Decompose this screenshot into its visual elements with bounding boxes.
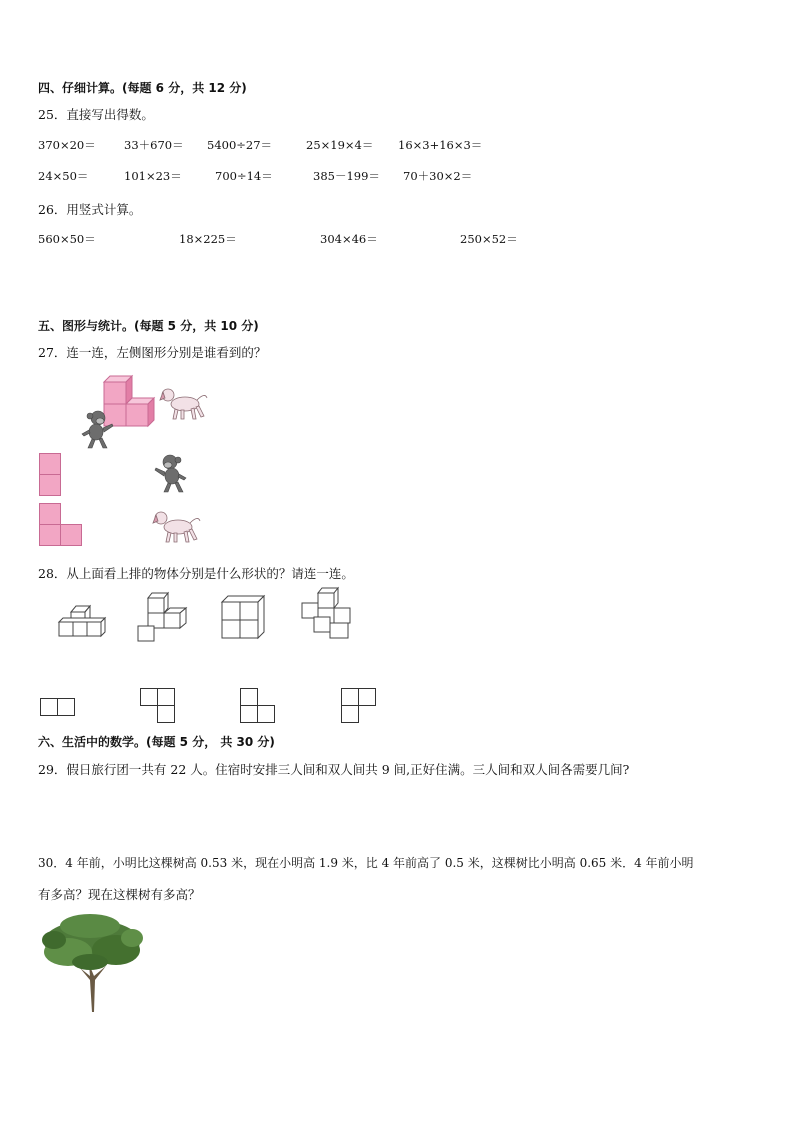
- top-view-1: [40, 698, 76, 718]
- q25-r2-c4: 385－199＝: [313, 169, 380, 183]
- monkey-icon: [152, 452, 190, 494]
- dog-icon: [157, 386, 209, 422]
- cube-figure-3: [220, 594, 268, 640]
- q28-title: 28．从上面看上排的物体分别是什么形状的？请连一连。: [38, 566, 354, 581]
- view-shape-l: [39, 503, 82, 546]
- cube-figure-2: [136, 592, 188, 644]
- q25-r2-c2: 101×23＝: [124, 169, 182, 183]
- q25-r1-c4: 25×19×4＝: [306, 138, 374, 152]
- monkey-icon: [78, 408, 116, 450]
- section-4-heading: 四、仔细计算。(每题 6 分，共 12 分): [38, 81, 247, 95]
- top-view-2: [140, 688, 176, 724]
- top-view-4: [341, 688, 377, 724]
- q26-item-3: 304×46＝: [320, 232, 378, 246]
- cube-figure-4: [300, 587, 354, 641]
- q25-r2-c3: 700÷14＝: [215, 169, 273, 183]
- q25-r1-c1: 370×20＝: [38, 138, 96, 152]
- q30-line-2: 有多高？现在这棵树有多高？: [38, 887, 201, 902]
- q25-r2-c1: 24×50＝: [38, 169, 89, 183]
- q25-r1-c3: 5400÷27＝: [207, 138, 273, 152]
- q26-title: 26．用竖式计算。: [38, 202, 142, 217]
- q29-text: 29．假日旅行团一共有 22 人。住宿时安排三人间和双人间共 9 间,正好住满。三人间和双人间各需要几间?: [38, 762, 630, 777]
- q30-line-1: 30．4 年前，小明比这棵树高 0.53 米，现在小明高 1.9 米，比 4 年前高了 0.5 米，这棵树比小明高 0.65 米．4 年前小明: [38, 856, 694, 870]
- q26-item-1: 560×50＝: [38, 232, 96, 246]
- q26-item-2: 18×225＝: [179, 232, 237, 246]
- q27-title: 27．连一连，左侧图形分别是谁看到的？: [38, 345, 267, 360]
- q25-r1-c5: 16×3+16×3＝: [398, 138, 483, 152]
- view-shape-column: [39, 453, 61, 496]
- q25-title: 25．直接写出得数。: [38, 107, 154, 122]
- tree-illustration: [40, 912, 145, 1012]
- q25-r1-c2: 33＋670＝: [124, 138, 184, 152]
- top-view-3: [240, 688, 276, 724]
- cube-figure-1: [57, 600, 105, 640]
- section-6-heading: 六、生活中的数学。(每题 5 分， 共 30 分): [38, 735, 275, 749]
- q25-r2-c5: 70＋30×2＝: [403, 169, 473, 183]
- q26-item-4: 250×52＝: [460, 232, 518, 246]
- section-5-heading: 五、图形与统计。(每题 5 分，共 10 分): [38, 319, 259, 333]
- dog-icon: [150, 509, 202, 545]
